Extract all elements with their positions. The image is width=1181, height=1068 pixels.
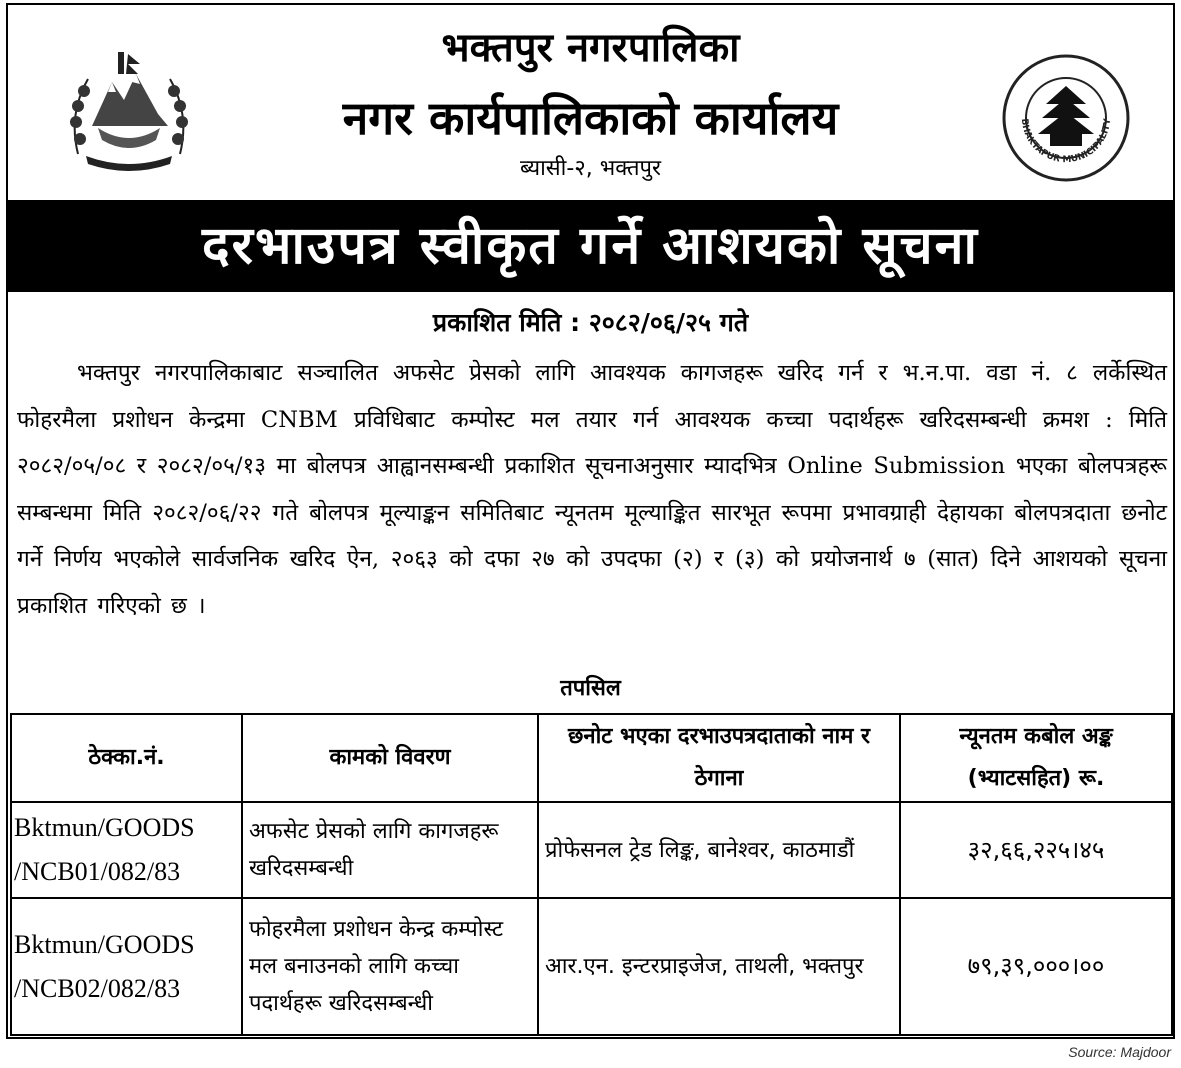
office-name: नगर कार्यपालिकाको कार्यालय (342, 91, 839, 145)
logo-text: BHAKTAPUR MUNICIPALITY (1018, 118, 1114, 166)
table-header-row (11, 714, 1172, 802)
published-date: प्रकाशित मिति : २०८२/०६/२५ गते (432, 308, 749, 337)
table-row (11, 898, 1172, 1035)
amount-cell: ७९,३९,०००।०० (900, 898, 1172, 1035)
contract-no-cell: Bktmun/GOODS /NCB02/082/83 (11, 898, 242, 1035)
header-contract-no: ठेक्का.नं. (11, 714, 242, 802)
header-description: कामको विवरण (242, 714, 538, 802)
schedule-label: तपसिल (560, 676, 621, 701)
table-row (11, 802, 1172, 898)
bid-table (10, 713, 1173, 1036)
header-amount: न्यूनतम कबोल अङ्क (भ्याटसहित) रू. (900, 714, 1172, 802)
description-cell: अफसेट प्रेसको लागि कागजहरू खरिदसम्बन्धी (242, 802, 538, 898)
contract-no-cell: Bktmun/GOODS /NCB01/082/83 (11, 802, 242, 898)
bidder-cell: आर.एन. इन्टरप्राइजेज, ताथली, भक्तपुर (538, 898, 900, 1035)
office-address: ब्यासी-२, भक्तपुर (519, 156, 662, 181)
notice-body-text: भक्तपुर नगरपालिकाबाट सञ्चालित अफसेट प्रेसको लागि आवश्यक कागजहरू खरिद गर्न र भ.न.पा. वडा नं. ८ लर्केस्थित फोहरमैला प्रशोधन केन्द्रमा CNBM प्रविधिबाट कम्पोस्ट मल तयार गर्न आवश्यक कच्चा पदार्थहरू खरिदसम्बन्धी क्रमश : मिति २०८२/०५/०८ र २०८२/०५/१३ मा बोलपत्र आह्वानसम्बन्धी प्रकाशित सूचनाअनुसार म्यादभित्र Online Submission भएका बोलपत्रहरू सम्बन्धमा मिति २०८२/०६/२२ गते बोलपत्र मूल्याङ्कन समितिबाट न्यूनतम मूल्याङ्कित सारभूत रूपमा प्रभावग्राही देहायका बोलपत्रदाता छनोट गर्ने निर्णय भएकोले सार्वजनिक खरिद ऐन, २०६३ को दफा २७ को उपदफा (२) र (३) को प्रयोजनार्थ ७ (सात) दिने आशयको सूचना प्रकाशित गरिएको छ । (17, 360, 1168, 619)
notice-title: दरभाउपत्र स्वीकृत गर्ने आशयको सूचना (8, 200, 1173, 292)
notice-body (17, 350, 1167, 629)
description-cell: फोहरमैला प्रशोधन केन्द्र कम्पोस्ट मल बनाउनको लागि कच्चा पदार्थहरू खरिदसम्बन्धी (242, 898, 538, 1035)
header-bidder: छनोट भएका दरभाउपत्रदाताको नाम र ठेगाना (538, 714, 900, 802)
bidder-cell: प्रोफेसनल ट्रेड लिङ्क, बानेश्वर, काठमाडौं (538, 802, 900, 898)
source-credit: Source: Majdoor (1068, 1044, 1171, 1060)
amount-cell: ३२,६६,२२५।४५ (900, 802, 1172, 898)
bhaktapur-municipality-logo-icon (1000, 52, 1132, 184)
organization-name: भक्तपुर नगरपालिका (441, 25, 740, 71)
